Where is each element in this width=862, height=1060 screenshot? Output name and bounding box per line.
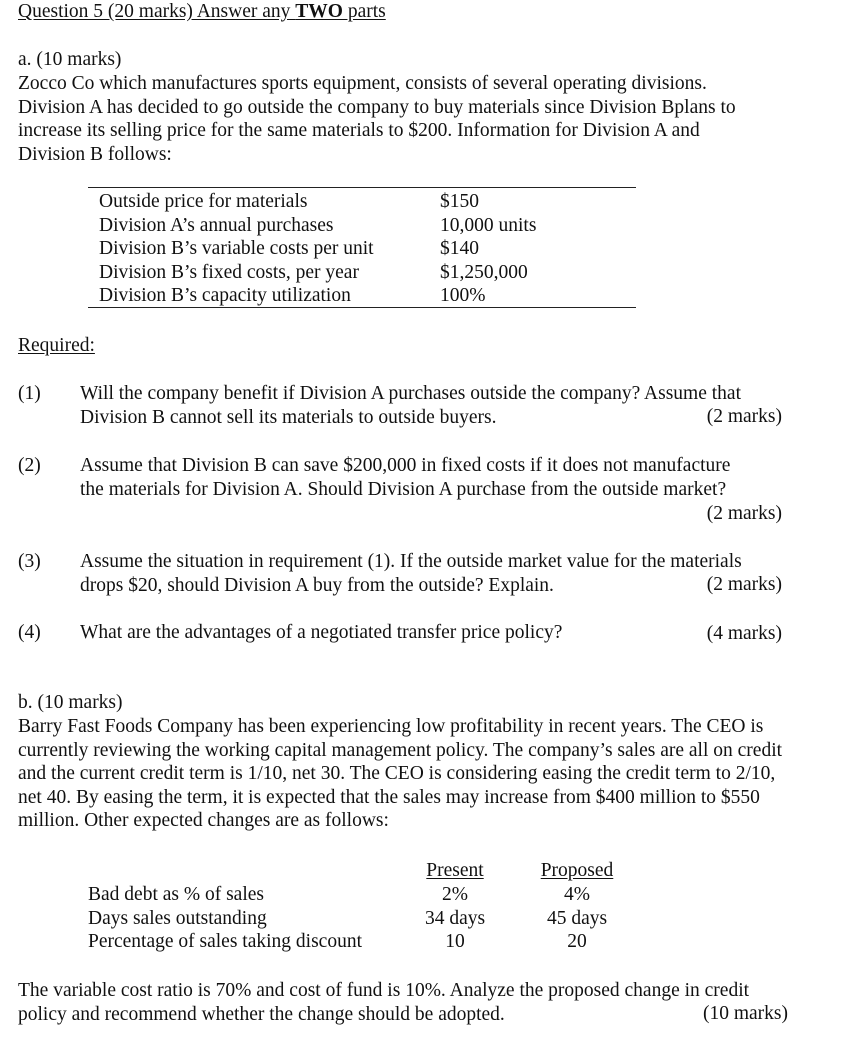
table-value: 10,000 units [440, 214, 537, 236]
table-label: Division B’s variable costs per unit [99, 238, 374, 259]
col-header-proposed: Proposed [540, 860, 614, 881]
credit-table-proposed [527, 883, 627, 954]
table-label: Outside price for materials [99, 191, 308, 212]
intro-line: and the current credit term is 1/10, net 30. The CEO is considering easing the credit term to 2/10, [18, 763, 776, 784]
table-value: $140 [440, 238, 479, 259]
intro-line: increase its selling price for the same materials to $200. Information for Division A and [18, 120, 700, 141]
question-4-text: What are the advantages of a negotiated transfer price policy? [80, 622, 563, 643]
table-label: Percentage of sales taking discount [88, 931, 362, 952]
question-marks: (2 marks) [706, 574, 782, 595]
table-value: 10 [445, 931, 465, 952]
question-number: (4) [18, 622, 41, 643]
intro-line: Division B follows: [18, 143, 172, 165]
question-line: Assume the situation in requirement (1). If the outside market value for the materials [80, 551, 742, 572]
table-value: 34 days [424, 907, 486, 929]
header-emphasis: TWO [295, 1, 343, 22]
question-line: Assume that Division B can save $200,000 in fixed costs if it does not manufacture [80, 455, 731, 476]
question-3-text [80, 550, 742, 597]
col-header-present: Present [426, 860, 484, 881]
required-label: Required: [18, 335, 95, 356]
part-a-title: a. (10 marks) [18, 49, 122, 70]
intro-line: currently reviewing the working capital management policy. The company’s sales are all on credit [18, 739, 783, 761]
intro-line: net 40. By easing the term, it is expected that the sales may increase from $400 million to $550 [18, 786, 760, 808]
part-b-closing [18, 979, 749, 1026]
table-label: Division B’s fixed costs, per year [99, 261, 359, 283]
question-marks: (2 marks) [706, 503, 782, 524]
question-header: Question 5 (20 marks) Answer any TWO parts [18, 1, 386, 22]
table-label: Division A’s annual purchases [99, 214, 334, 236]
table-label: Bad debt as % of sales [88, 884, 264, 905]
table-label: Days sales outstanding [88, 907, 267, 929]
table-value: 20 [567, 931, 587, 952]
division-table-labels [99, 190, 374, 308]
table-value: 100% [440, 285, 486, 306]
credit-table-labels [88, 883, 362, 954]
question-1-text [80, 382, 741, 429]
question-2-text [80, 454, 730, 501]
table-bottom-rule [88, 307, 636, 308]
table-value: 4% [564, 884, 590, 905]
table-label: Division B’s capacity utilization [99, 285, 351, 306]
division-table-values [440, 190, 536, 308]
closing-line: policy and recommend whether the change should be adopted. [18, 1003, 505, 1025]
closing-marks: (10 marks) [702, 1003, 788, 1024]
table-value: $1,250,000 [440, 261, 528, 283]
question-number: (2) [18, 455, 41, 476]
credit-table-present [405, 883, 505, 954]
closing-line: The variable cost ratio is 70% and cost of fund is 10%. Analyze the proposed change in credit [18, 980, 750, 1001]
question-line: the materials for Division A. Should Division A purchase from the outside market? [80, 478, 727, 500]
table-value: $150 [440, 191, 479, 212]
table-value: 2% [442, 884, 468, 905]
intro-line: Zocco Co which manufactures sports equipment, consists of several operating divisions. [18, 73, 707, 94]
question-marks: (2 marks) [706, 406, 782, 427]
intro-line: Barry Fast Foods Company has been experiencing low profitability in recent years. The CEO is [18, 716, 764, 737]
question-line: Will the company benefit if Division A purchases outside the company? Assume that [80, 383, 742, 404]
table-top-rule [88, 187, 636, 188]
part-a-intro [18, 72, 736, 166]
question-number: (1) [18, 383, 41, 404]
intro-line: million. Other expected changes are as follows: [18, 810, 389, 831]
question-line: drops $20, should Division A buy from the outside? Explain. [80, 574, 554, 596]
question-number: (3) [18, 551, 41, 572]
part-b-title: b. (10 marks) [18, 692, 123, 713]
table-value: 45 days [546, 907, 608, 929]
intro-line: Division A has decided to go outside the company to buy materials since Division Bplans to [18, 96, 736, 118]
part-b-intro [18, 715, 782, 833]
question-marks: (4 marks) [706, 623, 782, 644]
question-line: Division B cannot sell its materials to outside buyers. [80, 406, 497, 428]
